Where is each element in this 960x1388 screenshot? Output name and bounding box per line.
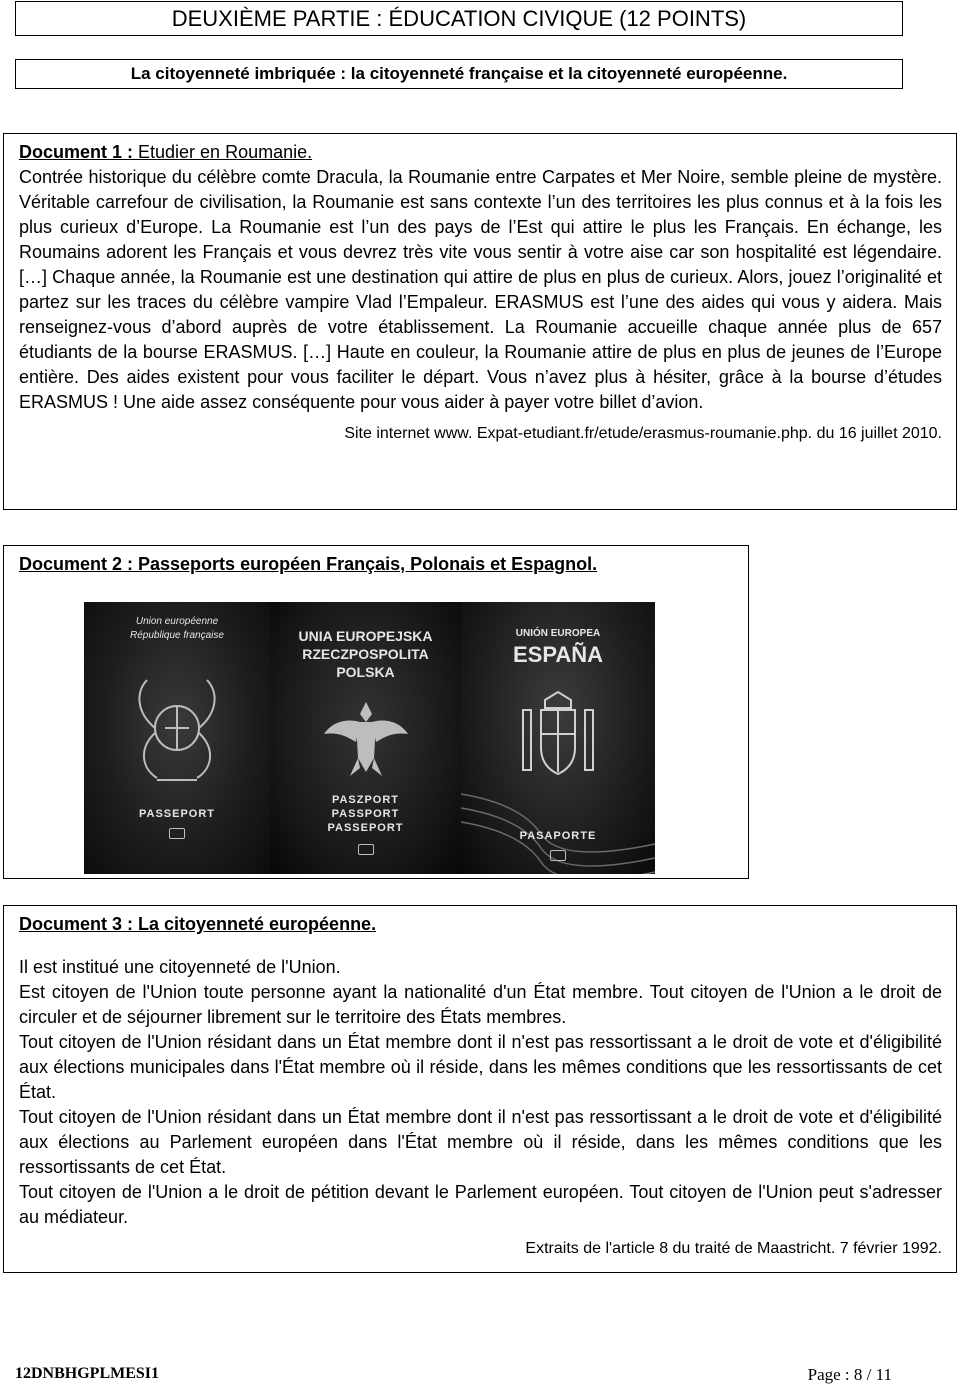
biometric-chip-icon <box>550 850 566 861</box>
document-1-source: Site internet www. Expat-etudiant.fr/etude/erasmus-roumanie.php. du 16 juillet 2010. <box>344 425 942 442</box>
spanish-passport <box>461 602 655 874</box>
document-3-paragraph-4: Tout citoyen de l'Union résidant dans un État membre dont il n'est pas ressortissant a le droit de vote et d'éligibilité aux élections au Parlement européen dans l'État membre où il réside, dans les mêmes conditions que les ressortissants de cet État. <box>19 1107 942 1177</box>
french-emblem-icon <box>117 668 237 788</box>
document-1-text: Contrée historique du célèbre comte Dracula, la Roumanie entre Carpates et Mer Noire, semble pleine de mystère. Véritable carrefour de civilisation, la Roumanie est sans contexte l’un des territoires les plus connus et à la fois les plus curieux d’Europe. La Roumanie est l’un des pays de l’Est qui attire le plus les Français. En échange, les Roumains adorent les Français et vous devrez très vite vous sentir à votre aise car son hospitalité est légendaire. […] Chaque année, la Roumanie est une destination qui attire de plus en plus de curieux. Alors, jouez l’originalité et partez sur les traces du célèbre vampire Vlad l’Empaleur. ERASMUS est l’une des aides qui vous y aidera. Mais renseignez-vous d’abord auprès de votre établissement. La Roumanie accueille chaque année plus de 657 étudiants de la bourse ERASMUS. […] Haute en couleur, la Roumanie attire de plus en plus de jeunes de l’Europe entière. Des aides existent pour vous faciliter le départ. Vous n’avez plus à hésiter, grâce à la bourse d’études ERASMUS ! Une aide assez conséquente pour vous aider à payer votre billet d’avion. <box>19 167 942 412</box>
document-3-paragraph-3: Tout citoyen de l'Union résidant dans un État membre dont il n'est pas ressortissant a le droit de vote et d'éligibilité aux élections municipales dans l'État membre où il réside, dans les mêmes conditions que les ressortissants de cet État. <box>19 1032 942 1102</box>
french-passport-country: République française <box>130 630 224 641</box>
page-number: Page : 8 / 11 <box>807 1365 892 1384</box>
polish-passport-country: POLSKA <box>336 664 395 680</box>
theme-title-box <box>15 59 903 89</box>
polish-eagle-icon <box>316 692 416 782</box>
document-3 <box>3 905 957 1273</box>
french-passport-union: Union européenne <box>135 616 219 627</box>
document-3-paragraph-2: Est citoyen de l'Union toute personne ayant la nationalité d'un État membre. Tout citoyen de l'Union a le droit de circuler et de séjourner librement sur le territoire des États membres. <box>19 982 942 1027</box>
spanish-passport-label: PASAPORTE <box>519 830 597 842</box>
french-passport <box>84 602 270 874</box>
document-1 <box>3 133 957 510</box>
document-2-heading: Document 2 : Passeports européen Français, Polonais et Espagnol. <box>19 554 598 574</box>
spanish-passport-union: UNIÓN EUROPEA <box>515 628 601 639</box>
theme-title: La citoyenneté imbriquée : la citoyenneté française et la citoyenneté européenne. <box>130 64 788 83</box>
french-passport-label: PASSEPORT <box>138 808 216 820</box>
polish-passport-label-en: PASSPORT <box>331 808 400 820</box>
document-3-paragraph-1: Il est institué une citoyenneté de l'Union. <box>19 957 341 977</box>
part-title: DEUXIÈME PARTIE : ÉDUCATION CIVIQUE (12 POINTS) <box>171 6 747 31</box>
document-1-title: Etudier en Roumanie. <box>133 142 313 162</box>
document-1-heading <box>19 140 942 165</box>
document-3-heading: Document 3 : La citoyenneté européenne. <box>19 914 377 934</box>
polish-passport <box>270 602 461 874</box>
passport-images <box>84 602 655 874</box>
exam-code: 12DNBHGPLMESI1 <box>15 1365 160 1382</box>
biometric-chip-icon <box>169 828 185 839</box>
document-3-paragraph-5: Tout citoyen de l'Union a le droit de pétition devant le Parlement européen. Tout citoyen de l'Union peut s'adresser au médiateur. <box>19 1182 942 1227</box>
document-1-label: Document 1 : <box>19 142 134 162</box>
document-2 <box>3 545 749 879</box>
spanish-passport-country: ESPAÑA <box>512 642 604 667</box>
polish-passport-republic: RZECZPOSPOLITA <box>302 646 429 662</box>
polish-passport-union: UNIA EUROPEJSKA <box>298 628 433 644</box>
polish-passport-label-pl: PASZPORT <box>331 794 400 806</box>
biometric-chip-icon <box>358 844 374 855</box>
document-3-source: Extraits de l'article 8 du traité de Maastricht. 7 février 1992. <box>525 1240 942 1257</box>
part-title-box <box>15 1 903 36</box>
polish-passport-label-fr: PASSEPORT <box>327 822 404 834</box>
